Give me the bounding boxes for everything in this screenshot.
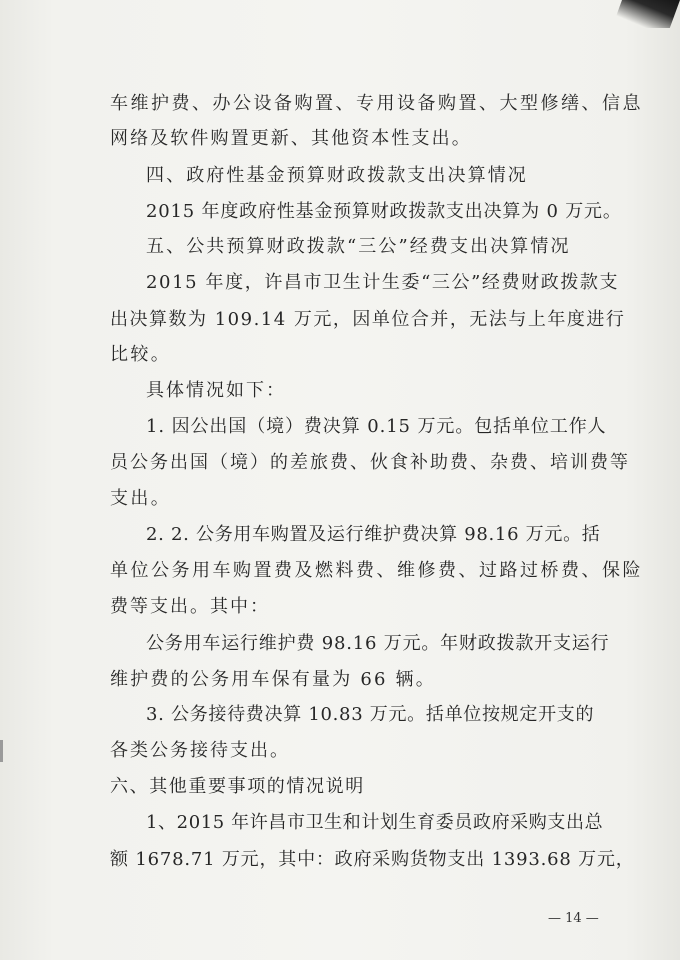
body-line: 具体情况如下： [146,380,286,401]
body-line: 比较。 [110,344,172,365]
body-line: 单位公务用车购置费及燃料费、维修费、过路过桥费、保险 [110,560,643,581]
body-line: 额 1678.71 万元，其中：政府采购货物支出 1393.68 万元， [110,849,635,870]
section-heading: 六、其他重要事项的情况说明 [110,776,365,797]
section-heading: 四、政府性基金预算财政拨款支出决算情况 [146,165,528,186]
page-number: — 14 — [548,911,599,926]
list-item-line: 2. 2. 公务用车购置及运行维护费决算 98.16 万元。括 [146,524,601,545]
body-line: 网络及软件购置更新、其他资本性支出。 [110,128,472,149]
body-line: 支出。 [110,488,172,509]
body-line: 车维护费、办公设备购置、专用设备购置、大型修缮、信息 [110,93,643,114]
body-line: 1、2015 年许昌市卫生和计划生育委员政府采购支出总 [146,812,604,833]
body-line: 各类公务接待支出。 [110,740,290,761]
body-line: 出决算数为 109.14 万元，因单位合并，无法与上年度进行 [110,309,626,330]
body-line: 维护费的公务用车保有量为 66 辆。 [110,669,436,690]
body-line: 公务用车运行维护费 98.16 万元。年财政拨款开支运行 [146,633,610,654]
list-item-line: 1. 因公出国（境）费决算 0.15 万元。包括单位工作人 [146,416,607,437]
body-line: 员公务出国（境）的差旅费、伙食补助费、杂费、培训费等 [110,452,630,473]
body-line: 2015 年度，许昌市卫生计生委“三公”经费财政拨款支 [146,272,620,293]
body-line: 费等支出。其中： [110,596,270,617]
list-item-line: 3. 公务接待费决算 10.83 万元。括单位按规定开支的 [146,704,595,725]
body-line: 2015 年度政府性基金预算财政拨款支出决算为 0 万元。 [146,201,622,222]
section-heading: 五、公共预算财政拨款“三公”经费支出决算情况 [146,236,571,257]
